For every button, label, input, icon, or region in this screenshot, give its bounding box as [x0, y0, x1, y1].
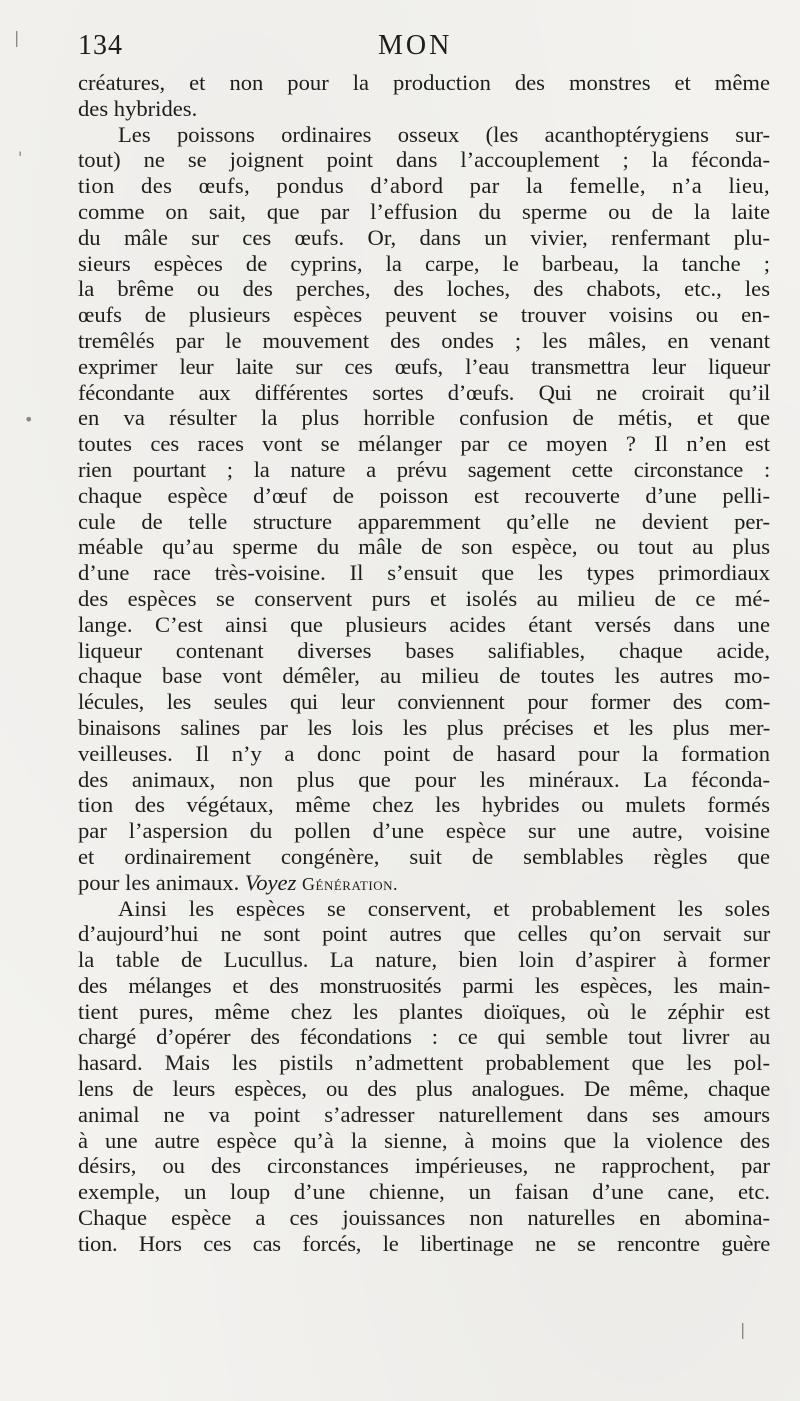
running-head — [78, 30, 770, 64]
text-line: en va résulter la plus horrible confusion de métis, et que — [78, 405, 770, 431]
text-fragment: pour les animaux. — [78, 869, 240, 895]
text-line: tout) ne se joignent point dans l’accouplement ; la féconda- — [78, 147, 770, 173]
text-line: chaque base vont démêler, au milieu de toutes les autres mo- — [78, 663, 770, 689]
text-line: par l’aspersion du pollen d’une espèce sur une autre, voisine — [78, 818, 770, 844]
margin-scratch-mark: | — [740, 1320, 746, 1339]
text-line: chaque espèce d’œuf de poisson est recouverte d’une pelli- — [78, 482, 770, 508]
text-line: exemple, un loup d’une chienne, un faisan d’une cane, etc. — [78, 1179, 770, 1205]
margin-scratch-mark: ' — [18, 148, 23, 167]
paragraph-start-line: Les poissons ordinaires osseux (les acanthoptérygiens sur- — [118, 121, 770, 147]
text-line: des hybrides. — [78, 95, 198, 121]
margin-scratch-mark: | — [14, 28, 20, 47]
text-line: veilleuses. Il n’y a donc point de hasard pour la formation — [78, 740, 770, 766]
text-line: binaisons salines par les lois les plus précises et les plus mer- — [78, 714, 770, 740]
text-line: du mâle sur ces œufs. Or, dans un vivier, renfermant plu- — [78, 224, 770, 250]
text-line: la table de Lucullus. La nature, bien loin d’aspirer à former — [78, 947, 770, 973]
text-line: créatures, et non pour la production des monstres et même — [78, 70, 770, 95]
text-line: liqueur contenant diverses bases salifiables, chaque acide, — [78, 637, 770, 663]
text-line: la brême ou des perches, des loches, des chabots, etc., les — [78, 276, 770, 302]
text-line-with-crossref — [78, 870, 770, 896]
text-line: des espèces se conservent purs et isolés au milieu de ce mé- — [78, 585, 770, 611]
text-line: sieurs espèces de cyprins, la carpe, le barbeau, la tanche ; — [78, 250, 770, 276]
crossref-entry: Génération. — [302, 873, 398, 894]
text-line: tient pures, même chez les plantes dioïques, où le zéphir est — [78, 998, 770, 1024]
text-line: lens de leurs espèces, ou des plus analogues. De même, chaque — [78, 1076, 770, 1102]
text-line: d’une race très-voisine. Il s’ensuit que les types primordiaux — [78, 560, 770, 586]
text-line: animal ne va point s’adresser naturellement dans ses amours — [78, 1101, 770, 1127]
text-line: lange. C’est ainsi que plusieurs acides étant versés dans une — [78, 611, 770, 637]
text-line: exprimer leur laite sur ces œufs, l’eau transmettra leur liqueur — [78, 353, 770, 379]
text-line: à une autre espèce qu’à la sienne, à moins que la violence des — [78, 1127, 770, 1153]
text-line: Chaque espèce a ces jouissances non naturelles en abomina- — [78, 1205, 770, 1231]
text-line: tion des œufs, pondus d’abord par la femelle, n’a lieu, — [78, 173, 770, 199]
text-line: fécondante aux différentes sortes d’œufs. Qui ne croirait qu’il — [78, 379, 770, 405]
text-line: tremêlés par le mouvement des ondes ; les mâles, en venant — [78, 327, 770, 353]
text-line: méable qu’au sperme du mâle de son espèce, ou tout au plus — [78, 534, 770, 560]
text-line: des animaux, non plus que pour les minéraux. La féconda- — [78, 766, 770, 792]
text-line: tion des végétaux, même chez les hybrides ou mulets formés — [78, 792, 770, 818]
text-line: cule de telle structure apparemment qu’elle ne devient per- — [78, 508, 770, 534]
text-line: hasard. Mais les pistils n’admettent probablement que les pol- — [78, 1050, 770, 1076]
text-line: tion. Hors ces cas forcés, le libertinage ne se rencontre guère — [78, 1230, 770, 1256]
text-line: comme on sait, que par l’effusion du sperme ou de la laite — [78, 198, 770, 224]
running-head-word: MON — [378, 30, 453, 61]
body-text — [78, 70, 770, 1257]
text-line: d’aujourd’hui ne sont point autres que celles qu’on servait sur — [78, 921, 770, 947]
page-number: 134 — [78, 30, 123, 61]
paragraph-start-line: Ainsi les espèces se conservent, et probablement les soles — [118, 895, 770, 921]
text-line: lécules, les seules qui leur conviennent pour former des com- — [78, 689, 770, 715]
text-line: chargé d’opérer des fécondations : ce qui semble tout livrer au — [78, 1024, 770, 1050]
text-line: désirs, ou des circonstances impérieuses, ne rapprochent, par — [78, 1153, 770, 1179]
text-line: toutes ces races vont se mélanger par ce moyen ? Il n’en est — [78, 431, 770, 457]
text-line: rien pourtant ; la nature a prévu sagement cette circonstance : — [78, 456, 770, 482]
margin-scratch-mark: • — [24, 410, 34, 429]
crossref-see: Voyez — [244, 869, 297, 895]
text-line: et ordinairement congénère, suit de semblables règles que — [78, 843, 770, 869]
text-line: œufs de plusieurs espèces peuvent se trouver voisins ou en- — [78, 302, 770, 328]
text-line: des mélanges et des monstruosités parmi les espèces, les main- — [78, 972, 770, 998]
